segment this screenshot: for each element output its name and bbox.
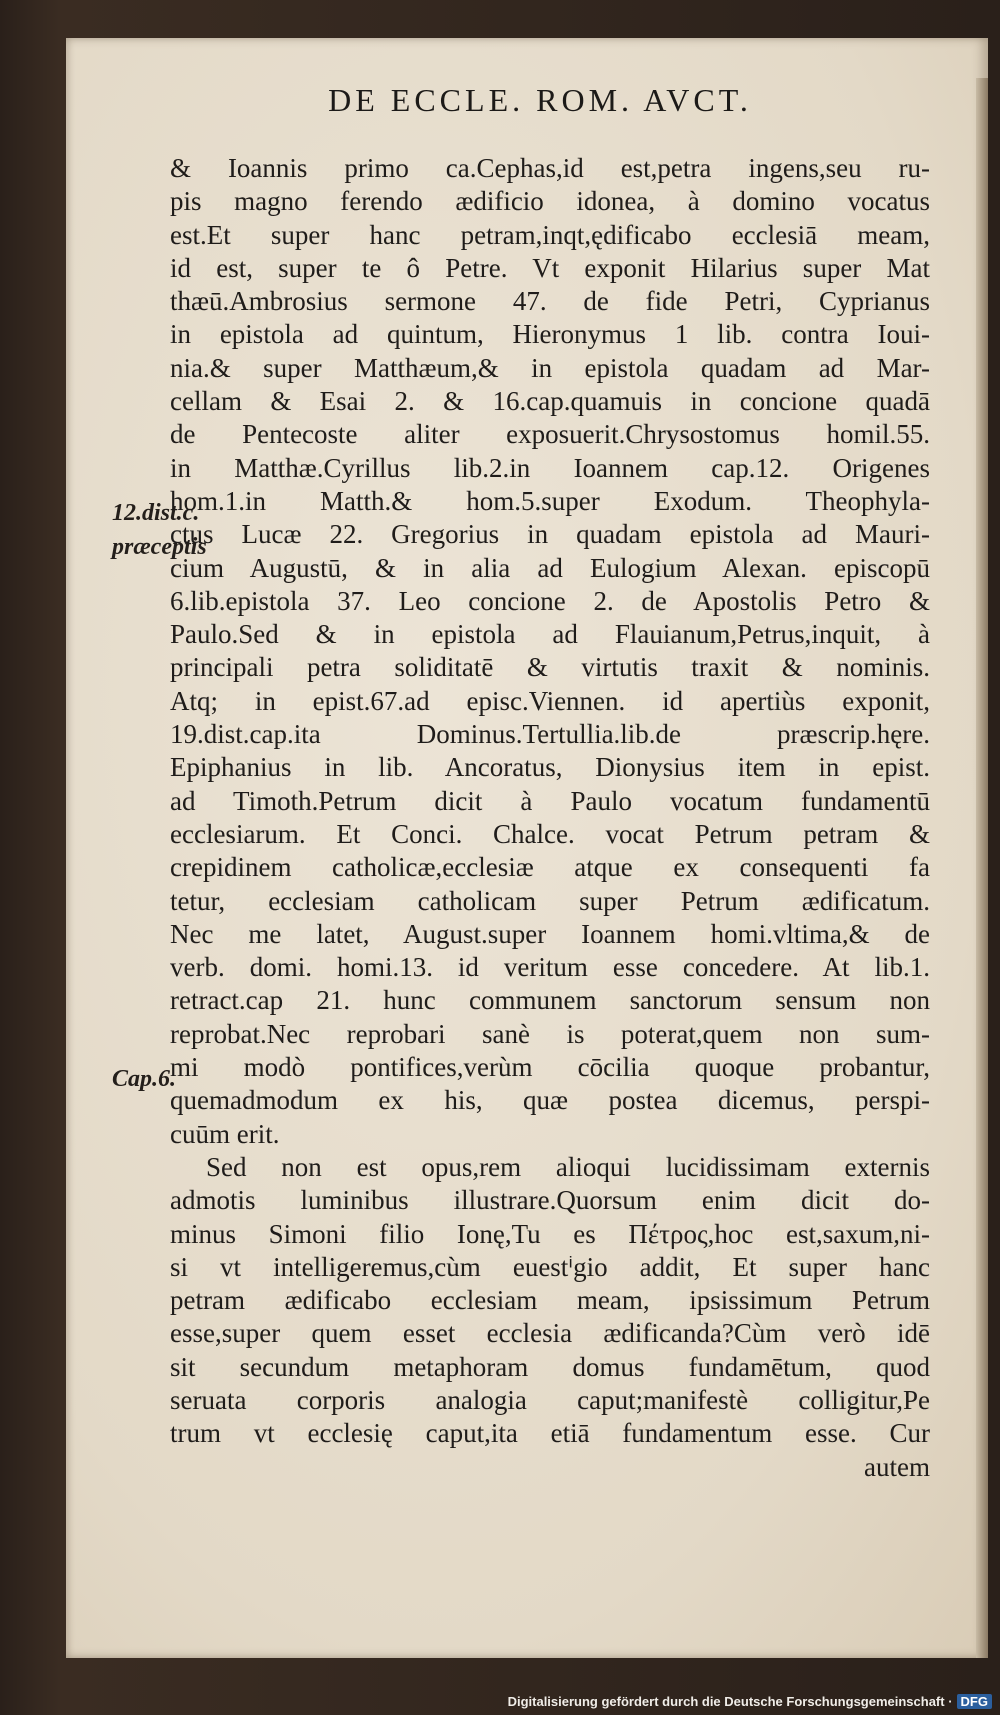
text-line: & Ioannis primo ca.Cephas,id est,petra ingens,seu ru- bbox=[170, 153, 930, 183]
text-line: nia.& super Matthæum,& in epistola quadam ad Mar- bbox=[170, 352, 930, 383]
margin-note-dist: 12.dist.c. bbox=[112, 500, 200, 526]
text-line: 6.lib.epistola 37. Leo concione 2. de Apostolis Petro & bbox=[170, 585, 930, 616]
text-line: reprobat.Nec reprobari sanè is poterat,quem non sum- bbox=[170, 1018, 930, 1049]
text-line: Epiphanius in lib. Ancoratus, Dionysius item in epist. bbox=[170, 752, 930, 783]
text-line: pis magno ferendo ædificio idonea, à domino vocatus bbox=[170, 186, 930, 217]
text-line: verb. domi. homi.13. id veritum esse concedere. At lib.1. bbox=[170, 952, 930, 983]
text-line: principali petra soliditatē & virtutis traxit & nominis. bbox=[170, 652, 930, 683]
body-text bbox=[170, 152, 930, 1484]
credit-text: Digitalisierung gefördert durch die Deutsche Forschungsgemeinschaft · bbox=[507, 1694, 953, 1709]
text-line: in epistola ad quintum, Hieronymus 1 lib. contra Ioui- bbox=[170, 319, 930, 350]
text-line: petram ædificabo ecclesiam meam, ipsissimum Petrum bbox=[170, 1285, 930, 1316]
text-line: si vt intelligeremus,cùm euestⁱgio addit, Et super hanc bbox=[170, 1251, 930, 1282]
text-line: Sed non est opus,rem alioqui lucidissimam externis bbox=[206, 1151, 930, 1182]
text-line: ecclesiarum. Et Conci. Chalce. vocat Petrum petram & bbox=[170, 818, 930, 849]
running-head: DE ECCLE. ROM. AVCT. bbox=[328, 82, 752, 118]
page-edge bbox=[976, 78, 988, 1658]
text-line: sit secundum metaphoram domus fundamētum, quod bbox=[170, 1351, 930, 1382]
margin-note-praeceptis: præceptis bbox=[112, 534, 207, 560]
text-line: in Matthæ.Cyrillus lib.2.in Ioannem cap.12. Origenes bbox=[170, 452, 930, 483]
dfg-logo: DFG bbox=[957, 1694, 992, 1709]
text-line: de Pentecoste aliter exposuerit.Chrysostomus homil.55. bbox=[170, 419, 930, 450]
text-line: hom.1.in Matth.& hom.5.super Exodum. Theophyla- bbox=[170, 485, 930, 516]
digitization-credit bbox=[508, 1694, 992, 1709]
text-line: ad Timoth.Petrum dicit à Paulo vocatum fundamentū bbox=[170, 785, 930, 816]
text-line: ctus Lucæ 22. Gregorius in quadam epistola ad Mauri- bbox=[170, 519, 930, 550]
catchword: autem bbox=[864, 1451, 930, 1482]
text-line: thæū.Ambrosius sermone 47. de fide Petri, Cyprianus bbox=[170, 286, 930, 317]
text-line: est.Et super hanc petram,inqt,ędificabo ecclesiā meam, bbox=[170, 219, 930, 250]
text-line: id est, super te ô Petre. Vt exponit Hilarius super Mat bbox=[170, 252, 930, 283]
text-line: Atq; in epist.67.ad episc.Viennen. id apertiùs exponit, bbox=[170, 685, 930, 716]
text-line: crepidinem catholicæ,ecclesiæ atque ex consequenti fa bbox=[170, 852, 930, 883]
text-line: cellam & Esai 2. & 16.cap.quamuis in concione quadā bbox=[170, 386, 930, 417]
text-line: retract.cap 21. hunc communem sanctorum sensum non bbox=[170, 985, 930, 1016]
text-line: minus Simoni filio Ionę,Tu es Πέτρος,hoc est,saxum,ni- bbox=[170, 1218, 930, 1249]
text-line: 19.dist.cap.ita Dominus.Tertullia.lib.de præscrip.hęre. bbox=[170, 719, 930, 750]
margin-note-cap: Cap.6. bbox=[112, 1066, 177, 1092]
text-line: Nec me latet, August.super Ioannem homi.vltima,& de bbox=[170, 918, 930, 949]
text-line: esse,super quem esset ecclesia ædificanda?Cùm verò idē bbox=[170, 1318, 930, 1349]
text-line: admotis luminibus illustrare.Quorsum enim dicit do- bbox=[170, 1185, 930, 1216]
text-line: quemadmodum ex his, quæ postea dicemus, perspi- bbox=[170, 1085, 930, 1116]
text-line: Paulo.Sed & in epistola ad Flauianum,Petrus,inquit, à bbox=[170, 619, 930, 650]
text-line: tetur, ecclesiam catholicam super Petrum ædificatum. bbox=[170, 885, 930, 916]
text-line: seruata corporis analogia caput;manifestè colligitur,Pe bbox=[170, 1384, 930, 1415]
text-line: trum vt ecclesię caput,ita etiā fundamentum esse. Cur bbox=[170, 1418, 930, 1449]
text-line: cuūm erit. bbox=[170, 1118, 280, 1149]
text-line: mi modò pontifices,verùm cōcilia quoque probantur, bbox=[170, 1052, 930, 1083]
text-line: cium Augustū, & in alia ad Eulogium Alexan. episcopū bbox=[170, 552, 930, 583]
